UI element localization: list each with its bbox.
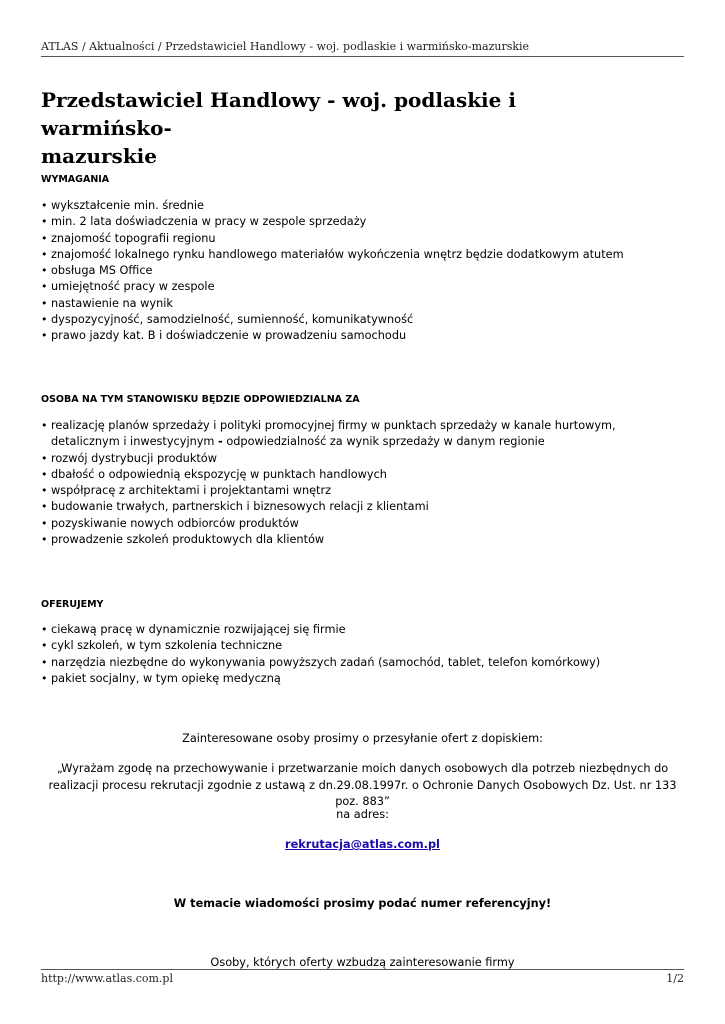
page-footer xyxy=(41,969,684,985)
email-link[interactable]: rekrutacja@atlas.com.pl xyxy=(285,838,440,851)
list-item-text: odpowiedzialność za wynik sprzedaży w danym regionie xyxy=(222,435,545,449)
list-item: • wykształcenie min. średnie xyxy=(41,198,681,214)
list-item: • min. 2 lata doświadczenia w pracy w zespole sprzedaży xyxy=(41,214,681,230)
list-item: • pakiet socjalny, w tym opiekę medyczną xyxy=(41,671,681,687)
list-item: • prowadzenie szkoleń produktowych dla klientów xyxy=(41,532,681,548)
list-item: • rozwój dystrybucji produktów xyxy=(41,451,681,467)
page-number: 1/2 xyxy=(666,972,684,985)
consent-clause: „Wyrażam zgodę na przechowywanie i przetwarzanie moich danych osobowych dla potrzeb niezbędnych do realizacji procesu rekrutacji zgodnie z ustawą z dn.29.08.1997r. o Ochronie Danych Osobowych Dz. Ust. nr 133 poz. 883” xyxy=(48,762,677,808)
page-header xyxy=(41,40,684,57)
requirements-heading: WYMAGANIA xyxy=(41,174,110,185)
list-item-dash: - xyxy=(218,435,223,449)
breadcrumb: ATLAS / Aktualności / Przedstawiciel Handlowy - woj. podlaskie i warmińsko-mazurskie xyxy=(41,40,530,53)
list-item: • obsługa MS Office xyxy=(41,263,681,279)
list-item: • umiejętność pracy w zespole xyxy=(41,279,681,295)
list-item: • dbałość o odpowiednią ekspozycję w punktach handlowych xyxy=(41,467,681,483)
list-item: • ciekawą pracę w dynamicznie rozwijającej się firmie xyxy=(41,622,681,638)
list-item: • cykl szkoleń, w tym szkolenia techniczne xyxy=(41,638,681,654)
responsibilities-list xyxy=(41,418,681,548)
list-item: • narzędzia niezbędne do wykonywania powyższych zadań (samochód, tablet, telefon komórkowy) xyxy=(41,655,681,671)
list-item: • nastawienie na wynik xyxy=(41,296,681,312)
email-container xyxy=(41,837,684,854)
closing-text: Osoby, których oferty wzbudzą zainteresowanie firmy xyxy=(210,956,515,969)
list-item: • dyspozycyjność, samodzielność, sumienność, komunikatywność xyxy=(41,312,681,328)
list-item: • znajomość topografii regionu xyxy=(41,231,681,247)
offer-list xyxy=(41,622,681,687)
list-item: • pozyskiwanie nowych odbiorców produktów xyxy=(41,516,681,532)
offer-heading: OFERUJEMY xyxy=(41,599,104,610)
reference-note: W temacie wiadomości prosimy podać numer referencyjny! xyxy=(173,897,552,910)
page-title-line-1: Przedstawiciel Handlowy - woj. podlaskie i warmińsko- xyxy=(41,88,516,140)
list-item: • budowanie trwałych, partnerskich i biznesowych relacji z klientami xyxy=(41,499,681,515)
list-item-text: realizację planów sprzedaży i polityki promocyjnej firmy w punktach sprzedaży w kanale hurtowym, detalicznym i inwestycyjnym xyxy=(51,419,616,449)
footer-url: http://www.atlas.com.pl xyxy=(41,972,173,985)
list-item: • współpracę z architektami i projektantami wnętrz xyxy=(41,483,681,499)
page-title xyxy=(41,86,641,170)
address-label: na adres: xyxy=(336,808,389,821)
contact-intro: Zainteresowane osoby prosimy o przesyłanie ofert z dopiskiem: xyxy=(182,732,543,745)
list-item xyxy=(41,418,681,451)
list-item: • prawo jazdy kat. B i doświadczenie w prowadzeniu samochodu xyxy=(41,328,681,344)
page-title-line-2: mazurskie xyxy=(41,144,157,168)
responsibilities-heading: OSOBA NA TYM STANOWISKU BĘDZIE ODPOWIEDZIALNA ZA xyxy=(41,394,360,405)
requirements-list xyxy=(41,198,681,345)
list-item: • znajomość lokalnego rynku handlowego materiałów wykończenia wnętrz będzie dodatkowym atutem xyxy=(41,247,681,263)
